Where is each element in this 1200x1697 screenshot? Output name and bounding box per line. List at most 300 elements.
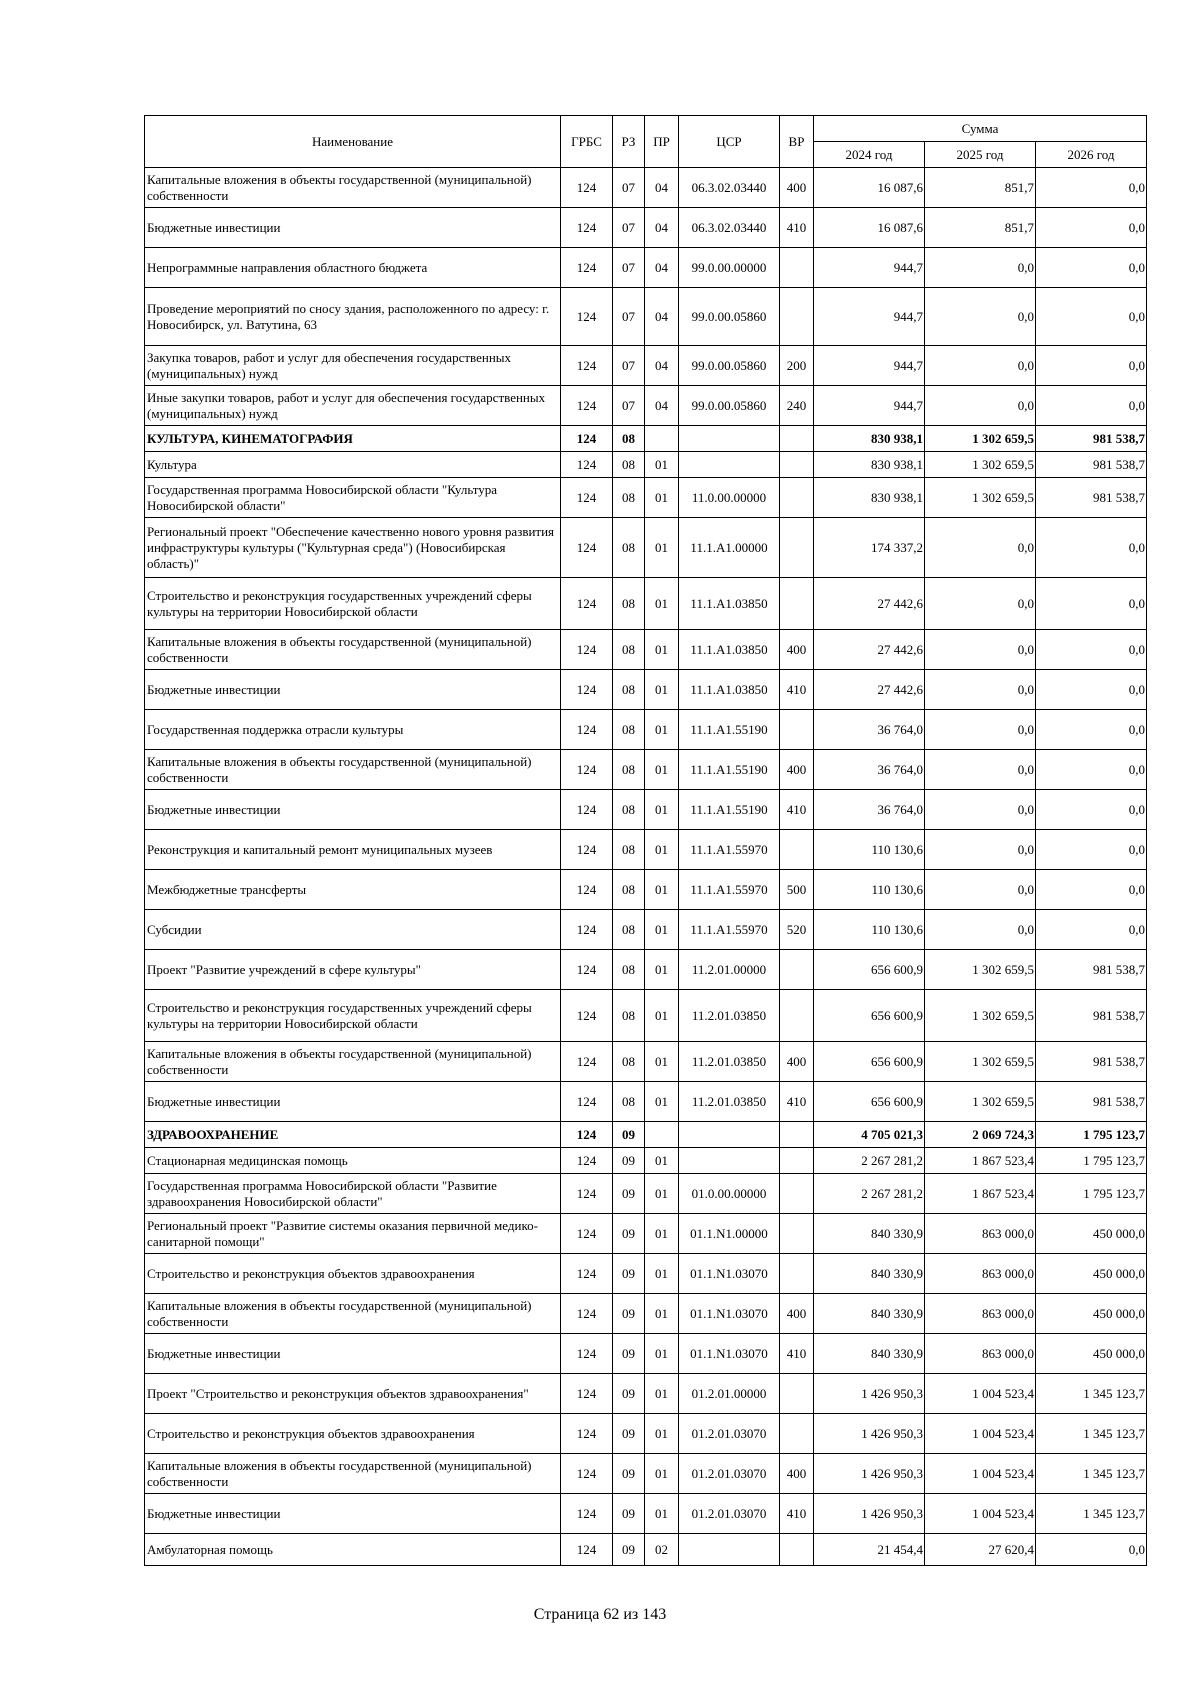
header-rz: РЗ [613, 116, 645, 168]
cell-y2025: 0,0 [925, 750, 1036, 790]
cell-vr: 410 [780, 208, 814, 248]
cell-name: Государственная программа Новосибирской области "Развитие здравоохранения Новосибирской области" [145, 1174, 561, 1214]
cell-rz: 09 [613, 1454, 645, 1494]
cell-vr: 240 [780, 386, 814, 426]
cell-y2026: 0,0 [1036, 168, 1147, 208]
table-row [145, 346, 1147, 386]
cell-y2026: 0,0 [1036, 208, 1147, 248]
table-row [145, 1148, 1147, 1174]
cell-y2024: 36 764,0 [814, 710, 925, 750]
cell-csr: 06.3.02.03440 [679, 168, 780, 208]
cell-rz: 09 [613, 1534, 645, 1566]
cell-csr: 11.1.A1.03850 [679, 578, 780, 630]
cell-grbs: 124 [561, 630, 613, 670]
table-header [145, 116, 1147, 168]
cell-y2024: 110 130,6 [814, 830, 925, 870]
cell-y2026: 1 795 123,7 [1036, 1122, 1147, 1148]
cell-csr: 11.1.A1.03850 [679, 630, 780, 670]
cell-grbs: 124 [561, 288, 613, 346]
cell-y2024: 840 330,9 [814, 1214, 925, 1254]
cell-csr: 01.1.N1.03070 [679, 1294, 780, 1334]
cell-grbs: 124 [561, 1254, 613, 1294]
cell-vr: 410 [780, 1494, 814, 1534]
cell-y2026: 981 538,7 [1036, 1082, 1147, 1122]
cell-pr: 01 [645, 1254, 679, 1294]
cell-pr: 01 [645, 1148, 679, 1174]
cell-grbs: 124 [561, 208, 613, 248]
cell-csr: 11.1.A1.55970 [679, 830, 780, 870]
cell-y2024: 840 330,9 [814, 1254, 925, 1294]
cell-vr [780, 830, 814, 870]
cell-grbs: 124 [561, 518, 613, 578]
cell-pr [645, 1122, 679, 1148]
cell-vr [780, 426, 814, 452]
cell-y2024: 27 442,6 [814, 670, 925, 710]
cell-rz: 08 [613, 578, 645, 630]
cell-grbs: 124 [561, 578, 613, 630]
cell-rz: 08 [613, 990, 645, 1042]
cell-pr: 01 [645, 1454, 679, 1494]
cell-y2025: 863 000,0 [925, 1294, 1036, 1334]
cell-grbs: 124 [561, 670, 613, 710]
cell-y2024: 16 087,6 [814, 208, 925, 248]
table-row [145, 1414, 1147, 1454]
cell-y2025: 0,0 [925, 710, 1036, 750]
cell-vr [780, 1534, 814, 1566]
cell-vr [780, 710, 814, 750]
cell-pr [645, 426, 679, 452]
cell-y2025: 27 620,4 [925, 1534, 1036, 1566]
cell-grbs: 124 [561, 1042, 613, 1082]
cell-y2025: 0,0 [925, 288, 1036, 346]
cell-y2025: 0,0 [925, 830, 1036, 870]
header-year-2026: 2026 год [1036, 142, 1147, 168]
cell-csr: 01.2.01.03070 [679, 1494, 780, 1534]
cell-name: Непрограммные направления областного бюджета [145, 248, 561, 288]
cell-grbs: 124 [561, 790, 613, 830]
cell-vr: 410 [780, 1334, 814, 1374]
cell-y2026: 0,0 [1036, 790, 1147, 830]
cell-pr: 04 [645, 168, 679, 208]
cell-y2026: 0,0 [1036, 710, 1147, 750]
cell-name: Иные закупки товаров, работ и услуг для обеспечения государственных (муниципальных) нужд [145, 386, 561, 426]
cell-rz: 07 [613, 248, 645, 288]
cell-y2024: 840 330,9 [814, 1294, 925, 1334]
cell-csr: 01.1.N1.00000 [679, 1214, 780, 1254]
cell-csr [679, 452, 780, 478]
cell-y2026: 0,0 [1036, 1534, 1147, 1566]
cell-y2026: 1 345 123,7 [1036, 1454, 1147, 1494]
cell-csr: 11.1.A1.00000 [679, 518, 780, 578]
cell-name: Бюджетные инвестиции [145, 670, 561, 710]
cell-name: Капитальные вложения в объекты государственной (муниципальной) собственности [145, 168, 561, 208]
cell-vr: 410 [780, 670, 814, 710]
cell-y2024: 944,7 [814, 386, 925, 426]
cell-rz: 08 [613, 518, 645, 578]
cell-vr [780, 1214, 814, 1254]
cell-grbs: 124 [561, 830, 613, 870]
cell-grbs: 124 [561, 1174, 613, 1214]
cell-vr [780, 578, 814, 630]
cell-csr: 11.2.01.00000 [679, 950, 780, 990]
table-row [145, 1294, 1147, 1334]
cell-vr [780, 1174, 814, 1214]
cell-y2024: 1 426 950,3 [814, 1494, 925, 1534]
cell-name: Капитальные вложения в объекты государственной (муниципальной) собственности [145, 1294, 561, 1334]
cell-csr: 01.0.00.00000 [679, 1174, 780, 1214]
table-row [145, 790, 1147, 830]
cell-name: Региональный проект "Развитие системы оказания первичной медико-санитарной помощи" [145, 1214, 561, 1254]
cell-name: Бюджетные инвестиции [145, 1082, 561, 1122]
cell-pr: 01 [645, 670, 679, 710]
cell-vr: 200 [780, 346, 814, 386]
cell-rz: 08 [613, 950, 645, 990]
cell-rz: 08 [613, 750, 645, 790]
cell-grbs: 124 [561, 750, 613, 790]
cell-y2024: 656 600,9 [814, 990, 925, 1042]
cell-name: Строительство и реконструкция объектов здравоохранения [145, 1254, 561, 1294]
cell-csr: 99.0.00.05860 [679, 346, 780, 386]
cell-rz: 08 [613, 452, 645, 478]
cell-rz: 08 [613, 478, 645, 518]
cell-y2026: 1 345 123,7 [1036, 1374, 1147, 1414]
table-row [145, 1334, 1147, 1374]
cell-y2026: 1 345 123,7 [1036, 1494, 1147, 1534]
table-body [145, 168, 1147, 1566]
cell-csr [679, 426, 780, 452]
cell-grbs: 124 [561, 1214, 613, 1254]
budget-table [144, 115, 1147, 1566]
cell-name: Бюджетные инвестиции [145, 208, 561, 248]
table-row [145, 288, 1147, 346]
cell-name: Бюджетные инвестиции [145, 1494, 561, 1534]
header-year-2025: 2025 год [925, 142, 1036, 168]
cell-y2025: 0,0 [925, 518, 1036, 578]
cell-pr: 01 [645, 950, 679, 990]
cell-rz: 08 [613, 670, 645, 710]
cell-pr: 01 [645, 1082, 679, 1122]
cell-vr [780, 1374, 814, 1414]
cell-name: Капитальные вложения в объекты государственной (муниципальной) собственности [145, 1042, 561, 1082]
cell-pr: 01 [645, 1374, 679, 1414]
cell-grbs: 124 [561, 870, 613, 910]
cell-vr [780, 478, 814, 518]
cell-name: Стационарная медицинская помощь [145, 1148, 561, 1174]
cell-name: Межбюджетные трансферты [145, 870, 561, 910]
table-row [145, 870, 1147, 910]
cell-csr: 11.1.A1.55970 [679, 910, 780, 950]
cell-name: Капитальные вложения в объекты государственной (муниципальной) собственности [145, 1454, 561, 1494]
cell-csr [679, 1534, 780, 1566]
cell-pr: 01 [645, 790, 679, 830]
cell-csr: 11.1.A1.55190 [679, 750, 780, 790]
cell-y2026: 0,0 [1036, 630, 1147, 670]
cell-name: Строительство и реконструкция государственных учреждений сферы культуры на территории Новосибирской области [145, 990, 561, 1042]
section-row [145, 426, 1147, 452]
cell-grbs: 124 [561, 1414, 613, 1454]
table-row [145, 386, 1147, 426]
cell-y2024: 656 600,9 [814, 1082, 925, 1122]
cell-csr: 01.1.N1.03070 [679, 1254, 780, 1294]
cell-rz: 09 [613, 1214, 645, 1254]
cell-rz: 09 [613, 1414, 645, 1454]
cell-y2024: 36 764,0 [814, 750, 925, 790]
table-row [145, 248, 1147, 288]
cell-grbs: 124 [561, 452, 613, 478]
cell-y2026: 0,0 [1036, 578, 1147, 630]
cell-y2024: 174 337,2 [814, 518, 925, 578]
cell-rz: 09 [613, 1174, 645, 1214]
cell-name: Культура [145, 452, 561, 478]
cell-pr: 04 [645, 386, 679, 426]
cell-y2026: 0,0 [1036, 346, 1147, 386]
cell-y2025: 1 302 659,5 [925, 452, 1036, 478]
cell-rz: 07 [613, 386, 645, 426]
cell-y2024: 830 938,1 [814, 452, 925, 478]
cell-y2024: 27 442,6 [814, 578, 925, 630]
cell-y2026: 0,0 [1036, 248, 1147, 288]
cell-y2025: 1 004 523,4 [925, 1494, 1036, 1534]
table-row [145, 630, 1147, 670]
cell-y2026: 450 000,0 [1036, 1214, 1147, 1254]
cell-y2025: 851,7 [925, 168, 1036, 208]
cell-y2025: 0,0 [925, 670, 1036, 710]
table-row [145, 1454, 1147, 1494]
cell-name: Государственная поддержка отрасли культуры [145, 710, 561, 750]
cell-csr [679, 1148, 780, 1174]
cell-vr [780, 248, 814, 288]
cell-rz: 07 [613, 288, 645, 346]
cell-y2025: 1 302 659,5 [925, 426, 1036, 452]
cell-pr: 01 [645, 1214, 679, 1254]
cell-pr: 01 [645, 830, 679, 870]
cell-grbs: 124 [561, 1454, 613, 1494]
cell-y2025: 0,0 [925, 346, 1036, 386]
header-sum: Сумма [814, 116, 1147, 142]
cell-rz: 09 [613, 1254, 645, 1294]
cell-y2024: 840 330,9 [814, 1334, 925, 1374]
table-row [145, 452, 1147, 478]
table-row [145, 990, 1147, 1042]
cell-pr: 04 [645, 248, 679, 288]
cell-y2025: 863 000,0 [925, 1334, 1036, 1374]
cell-pr: 01 [645, 1334, 679, 1374]
cell-name: Закупка товаров, работ и услуг для обеспечения государственных (муниципальных) нужд [145, 346, 561, 386]
cell-vr: 400 [780, 630, 814, 670]
cell-vr: 400 [780, 750, 814, 790]
cell-grbs: 124 [561, 1294, 613, 1334]
cell-y2025: 1 004 523,4 [925, 1454, 1036, 1494]
table-row [145, 1042, 1147, 1082]
cell-y2025: 1 302 659,5 [925, 478, 1036, 518]
cell-y2026: 1 795 123,7 [1036, 1174, 1147, 1214]
section-row [145, 1122, 1147, 1148]
cell-y2026: 0,0 [1036, 288, 1147, 346]
cell-y2025: 863 000,0 [925, 1254, 1036, 1294]
cell-pr: 01 [645, 910, 679, 950]
cell-y2024: 36 764,0 [814, 790, 925, 830]
cell-name: ЗДРАВООХРАНЕНИЕ [145, 1122, 561, 1148]
cell-y2026: 450 000,0 [1036, 1294, 1147, 1334]
cell-rz: 08 [613, 710, 645, 750]
cell-grbs: 124 [561, 1082, 613, 1122]
cell-csr: 11.1.A1.03850 [679, 670, 780, 710]
cell-rz: 08 [613, 426, 645, 452]
table-row [145, 168, 1147, 208]
cell-y2024: 830 938,1 [814, 426, 925, 452]
cell-y2026: 450 000,0 [1036, 1334, 1147, 1374]
cell-y2026: 0,0 [1036, 910, 1147, 950]
cell-name: Капитальные вложения в объекты государственной (муниципальной) собственности [145, 630, 561, 670]
cell-grbs: 124 [561, 1374, 613, 1414]
cell-y2024: 656 600,9 [814, 1042, 925, 1082]
cell-vr: 520 [780, 910, 814, 950]
header-pr: ПР [645, 116, 679, 168]
cell-name: Субсидии [145, 910, 561, 950]
cell-name: Строительство и реконструкция объектов здравоохранения [145, 1414, 561, 1454]
cell-y2026: 0,0 [1036, 386, 1147, 426]
cell-y2026: 0,0 [1036, 830, 1147, 870]
cell-rz: 08 [613, 910, 645, 950]
cell-vr: 400 [780, 1042, 814, 1082]
cell-y2026: 0,0 [1036, 750, 1147, 790]
cell-y2026: 981 538,7 [1036, 990, 1147, 1042]
cell-name: Бюджетные инвестиции [145, 790, 561, 830]
cell-grbs: 124 [561, 386, 613, 426]
cell-grbs: 124 [561, 990, 613, 1042]
cell-y2024: 944,7 [814, 346, 925, 386]
cell-name: Государственная программа Новосибирской области "Культура Новосибирской области" [145, 478, 561, 518]
table-row [145, 750, 1147, 790]
cell-y2024: 27 442,6 [814, 630, 925, 670]
cell-pr: 02 [645, 1534, 679, 1566]
cell-y2026: 450 000,0 [1036, 1254, 1147, 1294]
cell-y2024: 110 130,6 [814, 910, 925, 950]
table-row [145, 478, 1147, 518]
cell-y2024: 2 267 281,2 [814, 1148, 925, 1174]
cell-csr: 11.2.01.03850 [679, 1042, 780, 1082]
cell-grbs: 124 [561, 910, 613, 950]
table-row [145, 1214, 1147, 1254]
table-row [145, 1494, 1147, 1534]
cell-y2026: 981 538,7 [1036, 1042, 1147, 1082]
cell-rz: 08 [613, 1082, 645, 1122]
cell-name: Капитальные вложения в объекты государственной (муниципальной) собственности [145, 750, 561, 790]
cell-y2025: 1 004 523,4 [925, 1374, 1036, 1414]
cell-name: Проект "Развитие учреждений в сфере культуры" [145, 950, 561, 990]
cell-rz: 07 [613, 168, 645, 208]
cell-pr: 01 [645, 1042, 679, 1082]
cell-vr [780, 950, 814, 990]
cell-vr: 400 [780, 168, 814, 208]
table-row [145, 518, 1147, 578]
cell-grbs: 124 [561, 710, 613, 750]
cell-y2026: 0,0 [1036, 518, 1147, 578]
cell-vr [780, 288, 814, 346]
cell-rz: 09 [613, 1494, 645, 1534]
header-csr: ЦСР [679, 116, 780, 168]
cell-y2026: 0,0 [1036, 870, 1147, 910]
cell-y2025: 851,7 [925, 208, 1036, 248]
cell-rz: 08 [613, 790, 645, 830]
cell-y2026: 981 538,7 [1036, 452, 1147, 478]
cell-y2025: 863 000,0 [925, 1214, 1036, 1254]
cell-y2026: 1 795 123,7 [1036, 1148, 1147, 1174]
cell-vr [780, 452, 814, 478]
cell-pr: 01 [645, 750, 679, 790]
table-row [145, 830, 1147, 870]
cell-y2025: 0,0 [925, 248, 1036, 288]
cell-y2024: 944,7 [814, 248, 925, 288]
cell-y2025: 1 004 523,4 [925, 1414, 1036, 1454]
cell-y2025: 0,0 [925, 790, 1036, 830]
cell-csr: 99.0.00.05860 [679, 288, 780, 346]
cell-name: Реконструкция и капитальный ремонт муниципальных музеев [145, 830, 561, 870]
cell-y2024: 2 267 281,2 [814, 1174, 925, 1214]
table-row [145, 1534, 1147, 1566]
cell-csr: 01.2.01.00000 [679, 1374, 780, 1414]
header-grbs: ГРБС [561, 116, 613, 168]
table-row [145, 670, 1147, 710]
table-row [145, 1374, 1147, 1414]
cell-csr: 01.1.N1.03070 [679, 1334, 780, 1374]
cell-vr [780, 1414, 814, 1454]
cell-vr [780, 1148, 814, 1174]
cell-csr: 11.1.A1.55970 [679, 870, 780, 910]
cell-y2024: 656 600,9 [814, 950, 925, 990]
cell-y2025: 0,0 [925, 386, 1036, 426]
cell-y2024: 21 454,4 [814, 1534, 925, 1566]
cell-csr [679, 1122, 780, 1148]
cell-vr: 400 [780, 1454, 814, 1494]
cell-pr: 01 [645, 710, 679, 750]
cell-y2024: 1 426 950,3 [814, 1454, 925, 1494]
cell-pr: 01 [645, 1294, 679, 1334]
cell-rz: 08 [613, 630, 645, 670]
cell-y2025: 1 302 659,5 [925, 950, 1036, 990]
table-row [145, 1174, 1147, 1214]
table-row [145, 910, 1147, 950]
cell-csr: 99.0.00.00000 [679, 248, 780, 288]
cell-y2024: 1 426 950,3 [814, 1414, 925, 1454]
cell-y2025: 1 302 659,5 [925, 1042, 1036, 1082]
header-year-2024: 2024 год [814, 142, 925, 168]
cell-rz: 07 [613, 346, 645, 386]
cell-name: Бюджетные инвестиции [145, 1334, 561, 1374]
cell-vr [780, 1122, 814, 1148]
page-number: Страница 62 из 143 [533, 1606, 667, 1623]
cell-pr: 01 [645, 518, 679, 578]
table-row [145, 208, 1147, 248]
cell-grbs: 124 [561, 1148, 613, 1174]
cell-pr: 01 [645, 1414, 679, 1454]
cell-y2026: 981 538,7 [1036, 426, 1147, 452]
cell-pr: 01 [645, 578, 679, 630]
cell-y2024: 944,7 [814, 288, 925, 346]
cell-grbs: 124 [561, 168, 613, 208]
table-row [145, 950, 1147, 990]
cell-vr: 410 [780, 1082, 814, 1122]
cell-y2025: 1 302 659,5 [925, 990, 1036, 1042]
cell-pr: 01 [645, 870, 679, 910]
cell-name: Проведение мероприятий по сносу здания, расположенного по адресу: г. Новосибирск, ул. Ватутина, 63 [145, 288, 561, 346]
cell-vr: 500 [780, 870, 814, 910]
cell-vr: 400 [780, 1294, 814, 1334]
cell-grbs: 124 [561, 346, 613, 386]
cell-name: Региональный проект "Обеспечение качественно нового уровня развития инфраструктуры культуры ("Культурная среда") (Новосибирская область)" [145, 518, 561, 578]
cell-vr [780, 1254, 814, 1294]
cell-vr [780, 518, 814, 578]
